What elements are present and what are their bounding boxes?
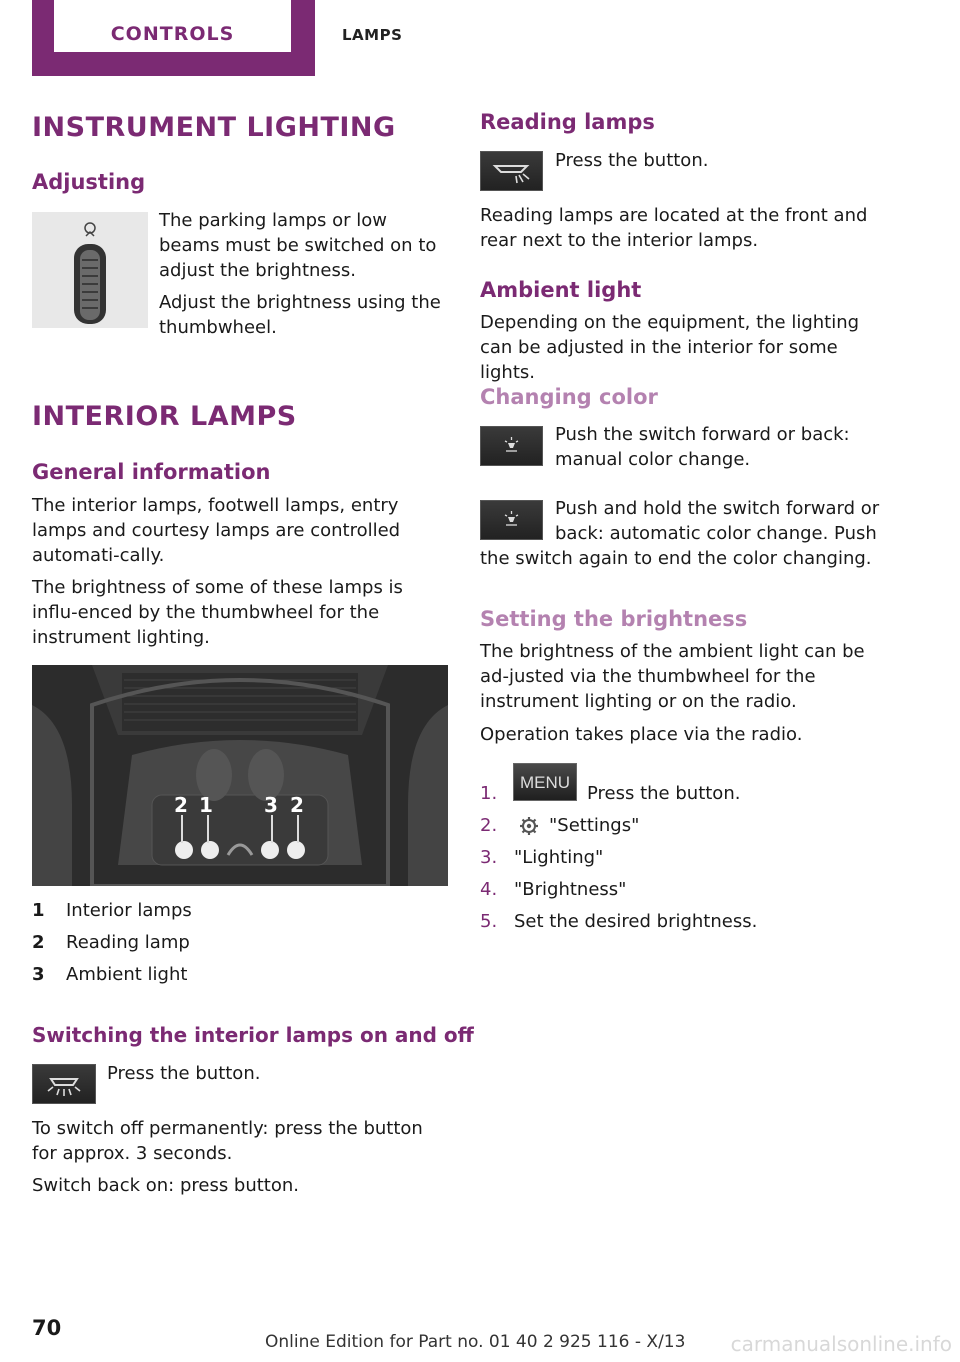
- interior-para-1: The interior lamps, footwell lamps, entry lamps and courtesy lamps are controlled automati‐cally.: [32, 495, 401, 566]
- page-number: 70: [32, 1316, 62, 1340]
- edition-footer: Online Edition for Part no. 01 40 2 925 116 - X/13: [265, 1332, 686, 1352]
- legend-item: [32, 898, 192, 923]
- ambient-light-icon: [481, 501, 542, 539]
- tab-lamps[interactable]: LAMPS: [342, 26, 403, 44]
- menu-button[interactable]: [513, 763, 577, 801]
- interior-lamp-button[interactable]: [32, 1064, 96, 1104]
- reading-lamp-button[interactable]: [480, 151, 543, 191]
- general-information-heading: General information: [32, 460, 271, 484]
- interior-lamp-icon: [33, 1065, 95, 1103]
- ambient-light-heading: Ambient light: [480, 278, 642, 302]
- adjusting-heading: Adjusting: [32, 170, 146, 194]
- instrument-para-2: Adjust the brightness using the thumbwheel.: [159, 292, 441, 338]
- figure-label-3: 3: [264, 793, 278, 817]
- step-text: Set the desired brightness.: [514, 911, 758, 932]
- legend-text: Interior lamps: [66, 900, 192, 921]
- settings-gear-icon: [518, 815, 540, 837]
- switching-heading: Switching the interior lamps on and off: [32, 1023, 474, 1047]
- legend-text: Ambient light: [66, 964, 188, 985]
- legend-number: 3: [32, 964, 45, 985]
- watermark: carmanualsonline.info: [730, 1332, 952, 1356]
- setting-brightness-heading: Setting the brightness: [480, 607, 748, 631]
- step-text: "Lighting": [514, 847, 604, 868]
- instrument-lighting-title: INSTRUMENT LIGHTING: [32, 112, 396, 143]
- step-number: 2.: [480, 815, 498, 836]
- console-illustration: [32, 665, 448, 886]
- legend-number: 2: [32, 932, 45, 953]
- figure-label-2b: 2: [290, 793, 304, 817]
- ambient-switch-button-2[interactable]: [480, 500, 543, 540]
- brightness-para-1: The brightness of the ambient light can be ad‐justed via the thumbwheel for the instrument lighting or on the radio.: [480, 641, 865, 712]
- color-para-2b: the switch again to end the color changing.: [480, 548, 872, 569]
- legend-item: [32, 930, 190, 955]
- ambient-switch-button-1[interactable]: [480, 426, 543, 466]
- step-item: [480, 845, 603, 870]
- interior-lamps-title: INTERIOR LAMPS: [32, 401, 297, 432]
- figure-label-1: 1: [199, 793, 213, 817]
- switching-press-text: Press the button.: [107, 1063, 261, 1084]
- instrument-para-1: The parking lamps or low beams must be switched on to adjust the brightness.: [159, 210, 437, 281]
- switching-para-1: To switch off permanently: press the button for approx. 3 seconds.: [32, 1118, 423, 1164]
- color-para-2a: Push and hold the switch forward or back: automatic color change. Push: [555, 498, 880, 544]
- step-number: 3.: [480, 847, 498, 868]
- thumbwheel-icon: [32, 212, 148, 328]
- reading-lamps-heading: Reading lamps: [480, 110, 655, 134]
- reading-para: Reading lamps are located at the front and rear next to the interior lamps.: [480, 205, 868, 251]
- step-item: [480, 877, 626, 902]
- ceiling-console-figure: [32, 665, 448, 886]
- step-item: [480, 909, 757, 934]
- step-text: Press the button.: [587, 783, 741, 804]
- header-tab-bar: [32, 0, 315, 76]
- color-para-1: Push the switch forward or back: manual color change.: [555, 424, 850, 470]
- step-text: "Settings": [549, 815, 640, 836]
- changing-color-heading: Changing color: [480, 385, 658, 409]
- step-item: [480, 813, 514, 838]
- brightness-para-2: Operation takes place via the radio.: [480, 724, 803, 745]
- switching-para-2: Switch back on: press button.: [32, 1175, 300, 1196]
- reading-lamp-icon: [481, 152, 542, 190]
- ambient-light-icon: [481, 427, 542, 465]
- reading-press-text: Press the button.: [555, 150, 709, 171]
- legend-number: 1: [32, 900, 45, 921]
- thumbwheel-image: [32, 212, 148, 328]
- legend-text: Reading lamp: [66, 932, 190, 953]
- interior-para-2: The brightness of some of these lamps is influ‐enced by the thumbwheel for the instrument lighting.: [32, 577, 403, 648]
- step-number: 1.: [480, 783, 498, 804]
- step-text: "Brightness": [514, 879, 627, 900]
- step-number: 5.: [480, 911, 498, 932]
- ambient-para: Depending on the equipment, the lighting can be adjusted in the interior for some lights.: [480, 312, 860, 383]
- step-number: 4.: [480, 879, 498, 900]
- menu-button-label: MENU: [519, 773, 571, 792]
- step-item: [480, 781, 514, 806]
- figure-label-2a: 2: [174, 793, 188, 817]
- legend-item: [32, 962, 187, 987]
- tab-controls[interactable]: CONTROLS: [54, 0, 291, 52]
